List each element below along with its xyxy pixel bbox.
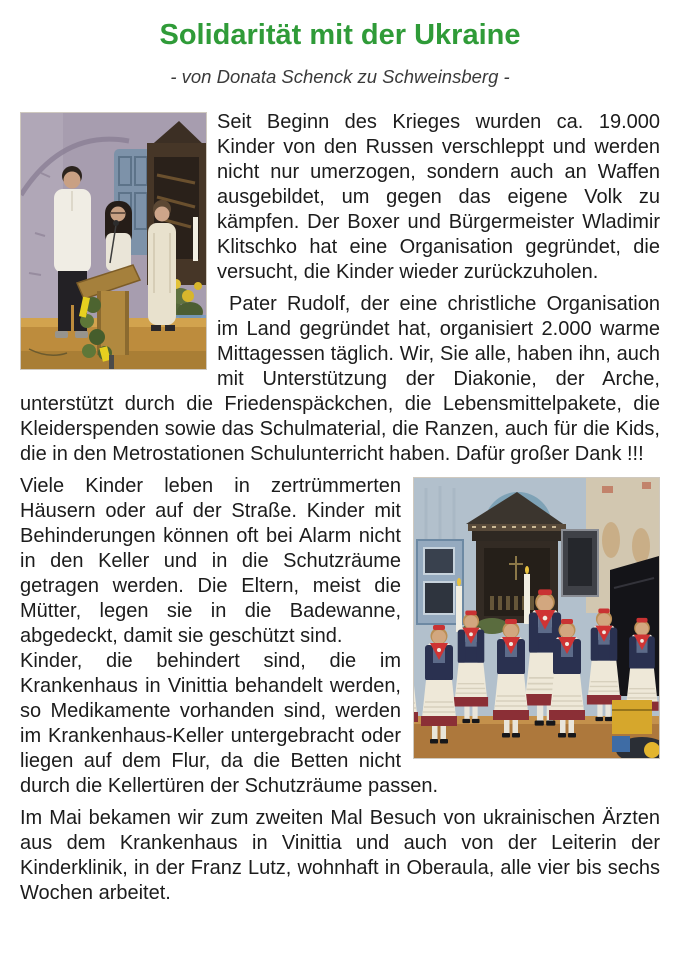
foreground-bench (612, 700, 659, 758)
paragraph: Kinder, die behindert sind, die im Krankenhaus in Vinittia behandelt werden, so Medikamente vorhanden sind, werden im Krankenhaus-Keller untergebracht oder liegen auf dem Flur, da die Betten nicht durch die Kellertüren der Schutzräume passen. (20, 649, 439, 797)
article-body (20, 110, 660, 906)
paragraph: Viele Kinder leben in zertrümmerten Häusern oder auf der Straße. Kinder mit Behinderungen können oft bei Alarm nicht in den Keller und in die Schutzräume getragen werden. Die Eltern, meist die Mütter, legen sie in die Badewanne, abgedeckt, damit sie geschützt sind. (20, 474, 401, 647)
church-speakers-illustration (21, 113, 206, 369)
photo-children-choir (413, 477, 660, 759)
children-choir-illustration (414, 478, 659, 758)
byline: - von Donata Schenck zu Schweinsberg - (170, 65, 510, 87)
paragraph: Seit Beginn des Krieges wurden ca. 19.000 Kinder von den Russen verschleppt und werden nicht nur umerzogen, sondern auch an Waffen ausgebildet, um gegen das eigene Volk zu kämpfen. Der Boxer und Bürgermeister Wladimir Klitschko hat eine Organisation gegründet, die versucht, die Kinder wieder zurückzuholen. (217, 110, 660, 283)
photo-church-speakers (20, 112, 207, 370)
paragraph: Pater Rudolf, der eine christliche Organisation im Land gegründet hat, organisiert 2.000 warme Mittagessen täglich. Wir, Sie alle, haben ihn, auch mit Unterstützung der Diakonie, der Arche, unterstützt durch die Friedenspäckchen, die Lebensmittelpakete, die Kleiderspenden sowie das Schulmaterial, die Ranzen, auch für die Kids, die in den Metrostationen Schulunterricht haben. Dafür großer Dank !!! (20, 292, 660, 465)
page-title: Solidarität mit der Ukraine (159, 19, 521, 51)
paragraph: Im Mai bekamen wir zum zweiten Mal Besuch von ukrainischen Ärzten aus dem Krankenhaus in Vinittia und auch von der Leiterin der Kinderklinik, in der Franz Lutz, wohnhaft in Oberaula, alle vier bis sechs Wochen arbeitet. (20, 806, 660, 904)
